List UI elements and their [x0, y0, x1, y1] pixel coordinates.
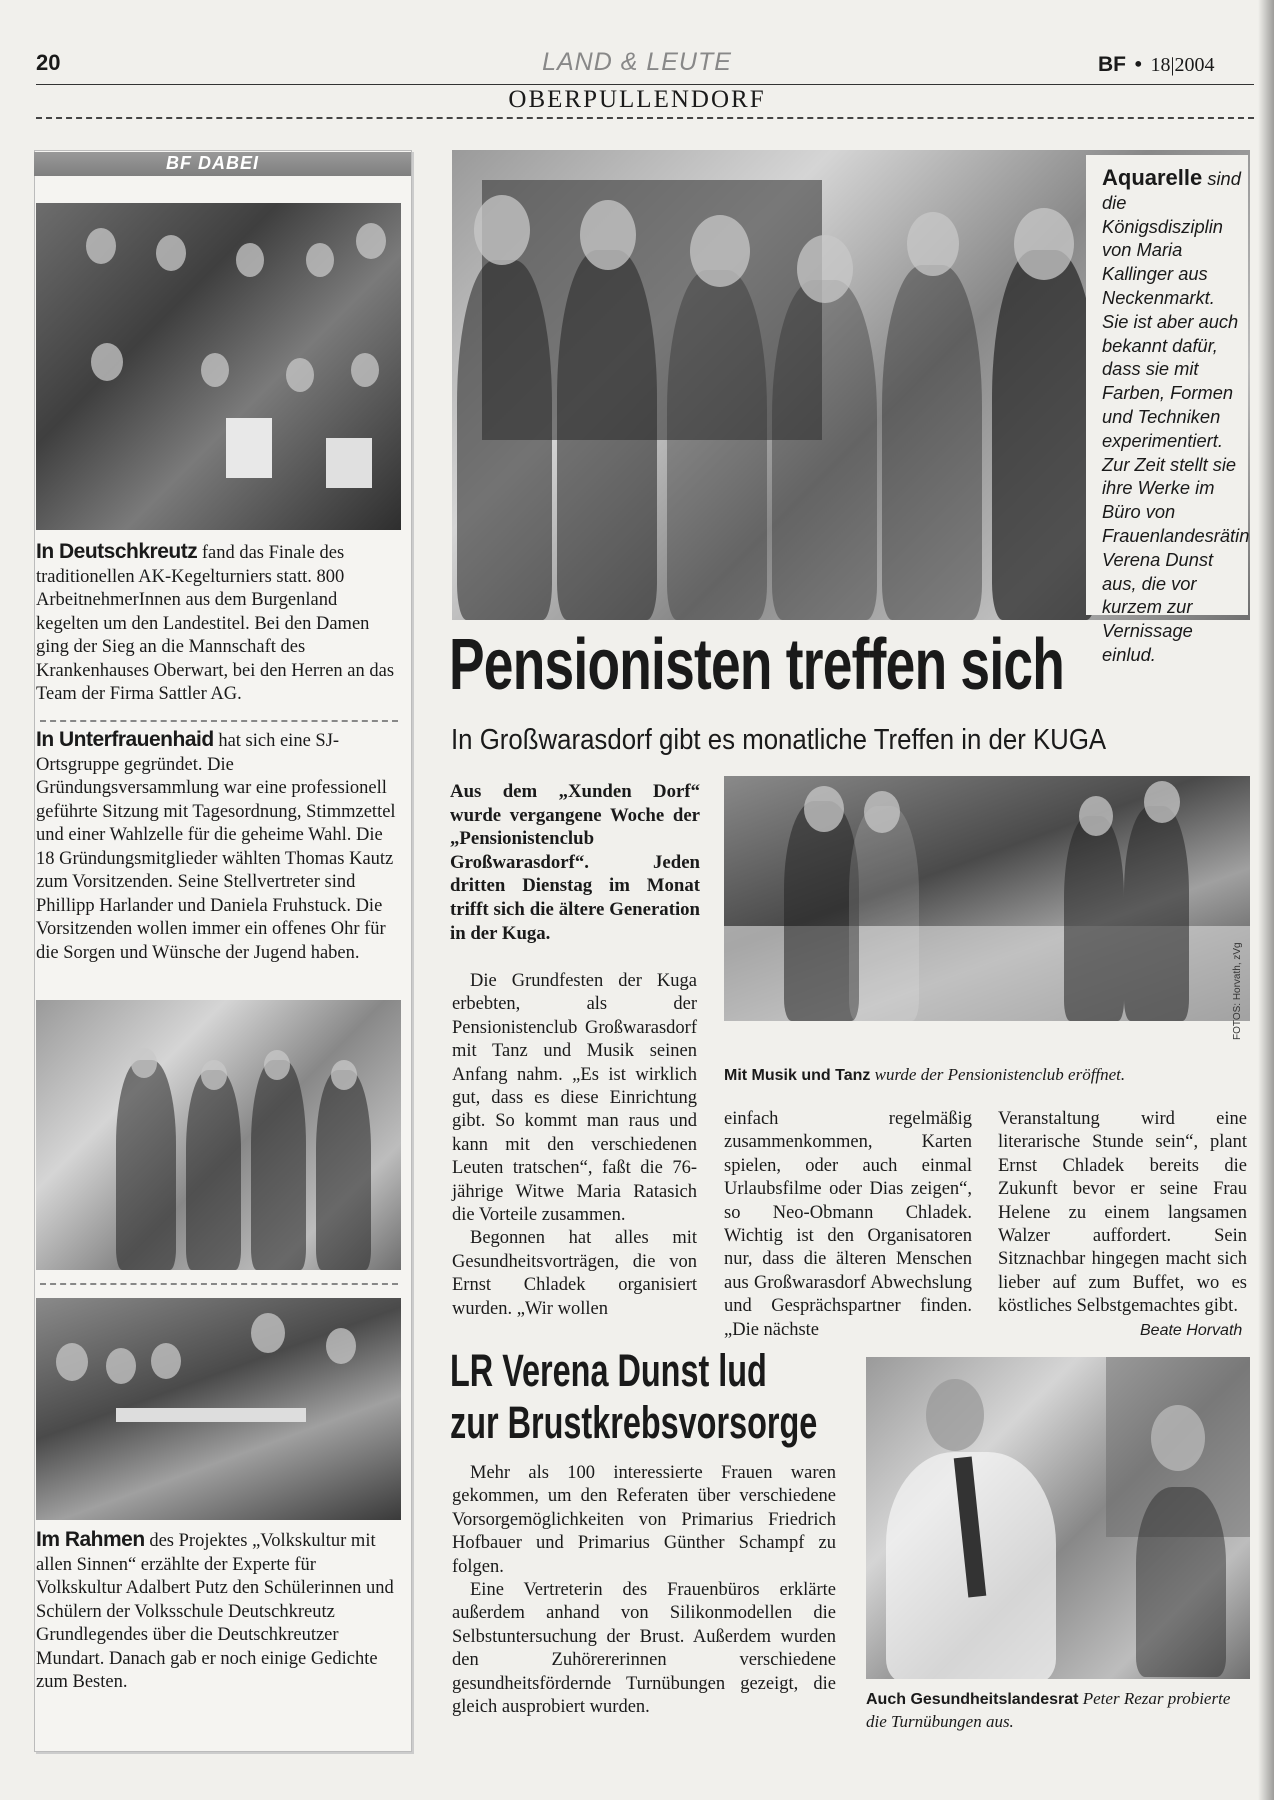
caption-tanz-lead: Mit Musik und Tanz	[724, 1067, 871, 1084]
headline-line-1: LR Verena Dunst lud	[450, 1346, 767, 1396]
section-title: LAND & LEUTE	[542, 48, 732, 76]
separator: •	[1132, 52, 1145, 76]
caption-gesundheit-text: Peter Rezar probierte die Turnübungen aus.	[866, 1689, 1231, 1731]
article1-column-2	[724, 1108, 972, 1342]
header-rule	[36, 84, 1254, 85]
subhead-pensionisten: In Großwarasdorf gibt es monatliche Treffen in der KUGA	[451, 724, 1107, 756]
photo-credit: FOTOS: Horvath, zVg	[1232, 942, 1243, 1040]
sidebar-divider-2	[40, 1283, 398, 1285]
article2-body	[452, 1462, 836, 1719]
sidebar-item-volkskultur	[36, 1528, 401, 1695]
article2-p2: Eine Vertreterin des Frauenbüros erklärte außerdem anhand von Silikonmodellen die Selbstuntersuchung der Brust. Außerdem wurden den Zuhörererinnen verschiedene gesundheitsfördernde Turnübungen gezeigt, die gleich ausprobiert wurden.	[452, 1580, 836, 1718]
district-title: OBERPULLENDORF	[508, 86, 766, 113]
photo-gesundheitslandesrat	[866, 1357, 1250, 1679]
sidebar-lead-2: In Unterfrauenhaid	[36, 728, 214, 751]
caption-aquarelle	[1102, 165, 1250, 667]
article2-p1: Mehr als 100 interessierte Frauen waren gekommen, um den Referaten über verschiedene Vorsorgemöglichkeiten von Primarius Friedrich Hofbauer und Primarius Günther Schampf zu folgen.	[452, 1463, 836, 1577]
photo-sj-ortsgruppe	[36, 1000, 401, 1270]
article1-author: Beate Horvath	[1140, 1322, 1243, 1339]
page-number: 20	[36, 50, 61, 75]
sidebar-divider-1	[40, 720, 398, 722]
caption-aquarelle-text: sind die Königsdisziplin von Maria Kallinger aus Neckenmarkt. Sie ist aber auch bekannt dafür, dass sie mit Farben, Formen und Techniken experimentiert. Zur Zeit stellt sie ihre Werke im Büro von Frauenlandesrätin Verena Dunst aus, die vor kurzem zur Vernissage einlud.	[1102, 168, 1250, 665]
paper-name: BF	[1098, 53, 1126, 76]
article1-col2-p1: einfach regelmäßig zusammenkommen, Karten spielen, oder auch einmal Urlaubsfilme oder Dias zeigen“, so Neo-Obmann Chladek. Wichtig ist den Organisatoren nur, dass die älteren Menschen aus Großwarasdorf Abwechslung und Gesprächspartner finden. „Die nächste	[724, 1109, 972, 1340]
photo-volksschule	[36, 1298, 401, 1520]
sidebar-label: BF DABEI	[34, 152, 411, 176]
sidebar-text-1: fand das Finale des traditionellen AK-Kegelturniers statt. 800 ArbeitnehmerInnen aus dem Burgenland kegelten um den Landestitel. Bei den Damen ging der Sieg an die Mannschaft des Krankenhauses Oberwart, bei den Herren an das Team der Firma Sattler AG.	[36, 543, 395, 704]
caption-gesundheitslandesrat	[866, 1688, 1250, 1733]
sidebar-lead-3: Im Rahmen	[36, 1528, 145, 1551]
article1-col1-p2: Begonnen hat alles mit Gesundheitsvorträgen, die von Ernst Chladek organisiert wurden. „Wir wollen	[452, 1228, 697, 1319]
sidebar-text-2: hat sich eine SJ-Ortsgruppe gegründet. Die Gründungsversammlung war eine professionell geführte Sitzung mit Tagesordnung, Stimmzettel und einer Wahlzelle für die geheime Wahl. Die 18 Gründungsmitglieder wählten Thomas Kautz zum Vorsitzenden. Seine Stellvertreter sind Phillipp Harlander und Daniela Fruhstuck. Die Vorsitzenden wollen immer ein offenes Ohr für die Sorgen und Wünsche der Jugend haben.	[36, 731, 396, 963]
caption-tanz-text: wurde der Pensionistenclub eröffnet.	[870, 1065, 1126, 1084]
sidebar-item-deutschkreutz	[36, 540, 401, 707]
caption-gesundheit-lead: Auch Gesundheitslandesrat	[866, 1691, 1079, 1708]
caption-aquarelle-lead: Aquarelle	[1102, 165, 1203, 190]
sidebar-item-unterfrauenhaid	[36, 728, 401, 965]
headline-brustkrebsvorsorge	[450, 1346, 850, 1456]
article1-column-1	[452, 970, 697, 1321]
page-gutter-shadow	[1258, 0, 1274, 1800]
article1-col1-p1: Die Grundfesten der Kuga erbebten, als der Pensionistenclub Großwarasdorf mit Tanz und Musik seinen Anfang nahm. „Es ist wirklich gut, dass es diese Einrichtung gibt. So kommt man raus und kann mit den verschiedenen Leuten tratschen“, faßt die 76-jährige Witwe Maria Ratasich die Vorteile zusammen.	[452, 971, 697, 1226]
photo-kegelturnier	[36, 203, 401, 530]
issue-number: 18|2004	[1150, 54, 1215, 76]
header-divider	[36, 117, 1254, 119]
intro-pensionisten: Aus dem „Xunden Dorf“ wurde vergangene Woche der „Pensionistenclub Großwarasdorf“. Jeden dritten Dienstag im Monat trifft sich die ältere Generation in der Kuga.	[450, 781, 700, 944]
headline-pensionisten: Pensionisten treffen sich	[449, 625, 1065, 705]
issue-info	[1098, 52, 1215, 77]
headline-line-2: zur Brustkrebsvorsorge	[450, 1397, 818, 1448]
sidebar-text-3: des Projektes „Volkskultur mit allen Sinnen“ erzählte der Experte für Volkskultur Adalbert Putz den Schülerinnen und Schülern der Volksschule Deutschkreutz Grundlegendes über die Deutschkreutzer Mundart. Danach gab er noch einige Gedichte zum Besten.	[36, 1531, 394, 1692]
photo-tanz	[724, 776, 1250, 1021]
article1-col3-p1: Veranstaltung wird eine literarische Stunde sein“, plant Ernst Chladek bereits die Zukunft bevor er seine Frau Helene zu einem langsamen Walzer auffordert. Sein Sitznachbar hingegen macht sich lieber auf zum Buffet, wo es köstliches Selbstgemachtes gibt.	[998, 1109, 1247, 1317]
caption-tanz	[724, 1065, 1250, 1085]
article1-column-3	[998, 1108, 1247, 1319]
sidebar-lead-1: In Deutschkreutz	[36, 540, 198, 563]
